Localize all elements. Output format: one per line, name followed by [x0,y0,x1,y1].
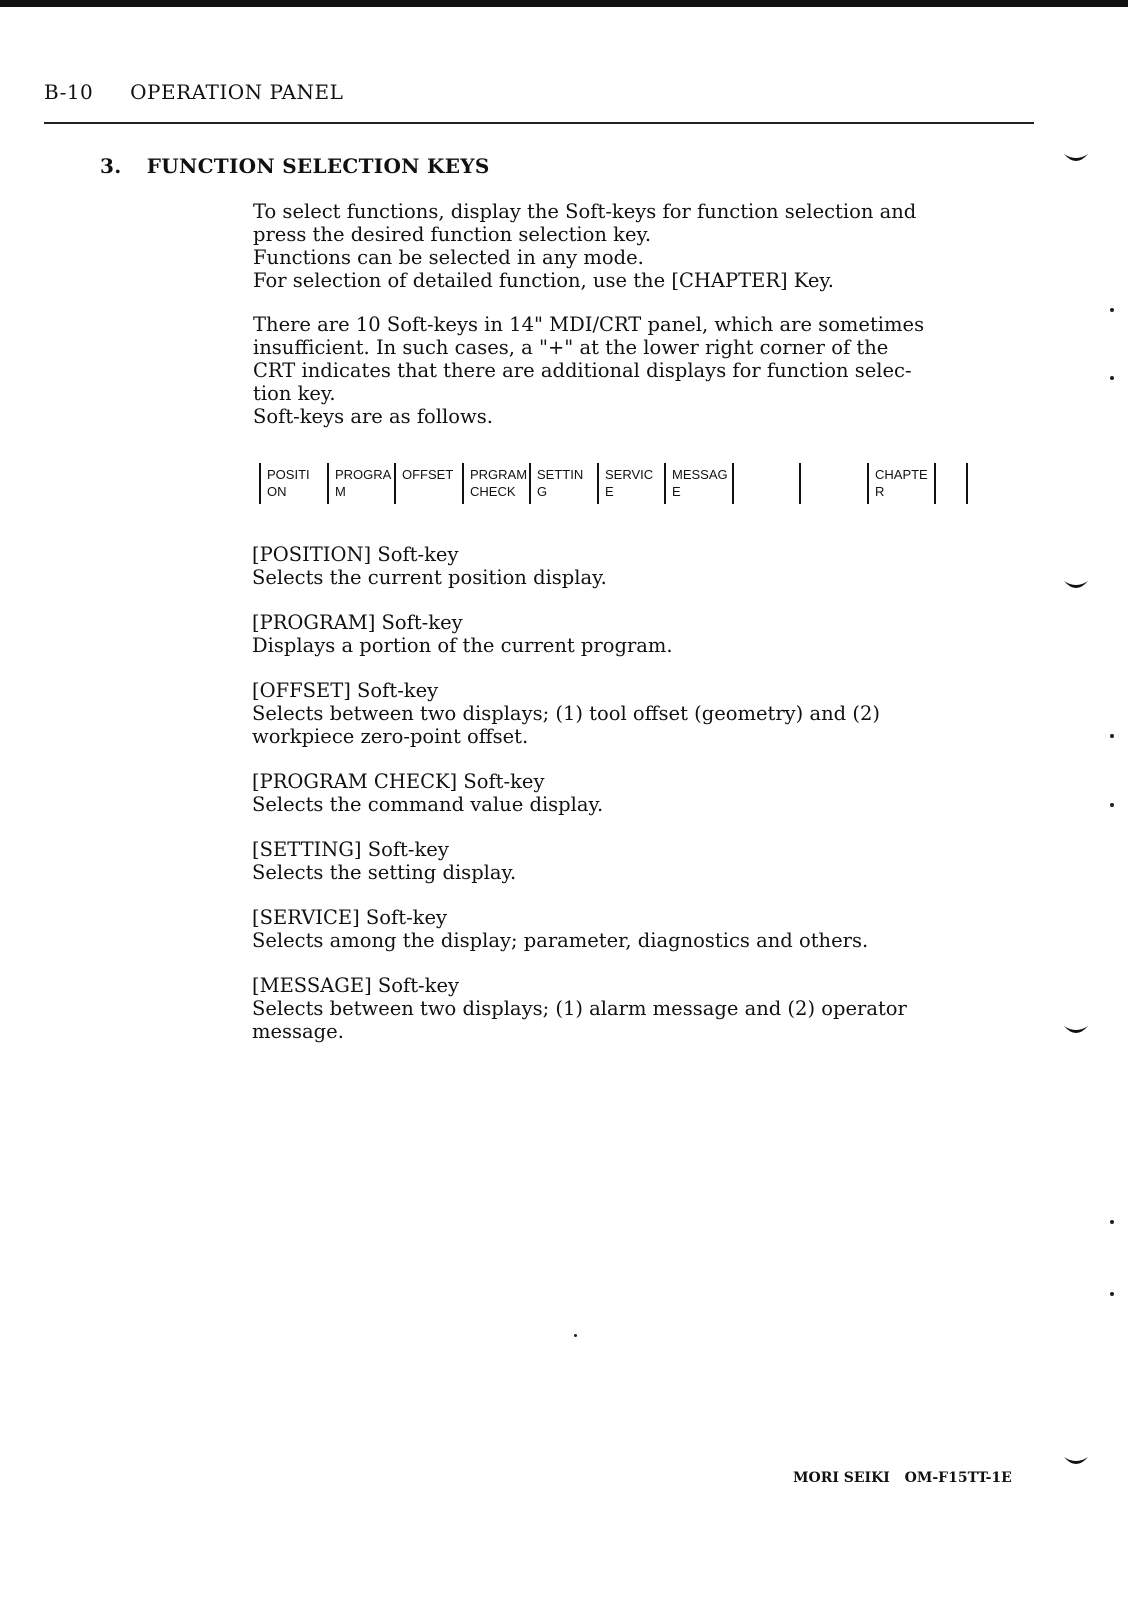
softkey-program-check: PRGRAM CHECK [462,463,530,504]
desc-text: Selects the setting display. [252,861,517,884]
footer-doc-code: OM-F15TT-1E [904,1470,1012,1486]
softkey-position: POSITI ON [259,463,327,504]
desc-key-title: [PROGRAM CHECK] Soft-key [252,770,545,793]
softkey-blank [799,463,867,504]
desc-text: Selects the current position display. [252,566,607,589]
page-footer [793,1470,1022,1486]
softkey-setting: SETTIN G [529,463,597,504]
section-number: 3. [100,154,122,178]
intro-line: Functions can be selected in any mode. [253,246,644,269]
header-rule [44,122,1034,124]
desc-key-title: [MESSAGE] Soft-key [252,974,459,997]
header-section-name: OPERATION PANEL [130,80,344,104]
section-title-text: FUNCTION SELECTION KEYS [146,154,490,178]
margin-speck [1110,308,1114,312]
desc-text: Displays a portion of the current program. [252,634,673,657]
softkey-blank [934,463,966,504]
softkey-message: MESSAG E [664,463,732,504]
desc-key-title: [SETTING] Soft-key [252,838,449,861]
desc-position [252,543,992,589]
page-header [44,80,343,104]
desc-text: message. [252,1020,344,1043]
margin-speck [1110,1292,1114,1296]
intro-line: Soft-keys are as follows. [253,405,493,428]
softkey-program: PROGRA M [327,463,395,504]
desc-service [252,906,992,952]
top-border [0,0,1128,7]
intro-line: press the desired function selection key. [253,223,652,246]
softkey-blank [732,463,800,504]
desc-text: Selects among the display; parameter, diagnostics and others. [252,929,869,952]
desc-program-check [252,770,992,816]
binder-hole-mark [1062,1453,1090,1473]
softkey-descriptions [252,543,992,1065]
desc-key-title: [PROGRAM] Soft-key [252,611,463,634]
intro-line: insufficient. In such cases, a "+" at the lower right corner of the [253,336,889,359]
intro-line: There are 10 Soft-keys in 14" MDI/CRT panel, which are sometimes [253,313,925,336]
desc-key-title: [SERVICE] Soft-key [252,906,448,929]
desc-key-title: [OFFSET] Soft-key [252,679,439,702]
margin-speck [1110,734,1114,738]
desc-offset [252,679,992,748]
softkey-chapter: CHAPTE R [867,463,935,504]
binder-hole-mark [1062,577,1090,597]
margin-speck [574,1334,577,1337]
desc-text: Selects between two displays; (1) tool offset (geometry) and (2) [252,702,880,725]
desc-text: workpiece zero-point offset. [252,725,529,748]
softkey-bar [259,463,979,504]
binder-hole-mark [1062,150,1090,170]
desc-setting [252,838,992,884]
intro-line: CRT indicates that there are additional displays for function selec- [253,359,912,382]
desc-text: Selects the command value display. [252,793,604,816]
page-number: B-10 [44,80,94,104]
margin-speck [1110,376,1114,380]
footer-company: MORI SEIKI [793,1470,890,1486]
binder-hole-mark [1062,1022,1090,1042]
softkey-offset: OFFSET [394,463,462,504]
section-title [100,154,490,178]
intro-text [253,200,993,428]
intro-line: To select functions, display the Soft-keys for function selection and [253,200,917,223]
margin-speck [1110,1220,1114,1224]
intro-line: For selection of detailed function, use the [CHAPTER] Key. [253,269,835,292]
desc-message [252,974,992,1043]
softkey-bar-end [966,463,968,504]
desc-key-title: [POSITION] Soft-key [252,543,459,566]
softkey-service: SERVIC E [597,463,665,504]
margin-speck [1110,803,1114,807]
desc-program [252,611,992,657]
desc-text: Selects between two displays; (1) alarm message and (2) operator [252,997,907,1020]
intro-line: tion key. [253,382,336,405]
